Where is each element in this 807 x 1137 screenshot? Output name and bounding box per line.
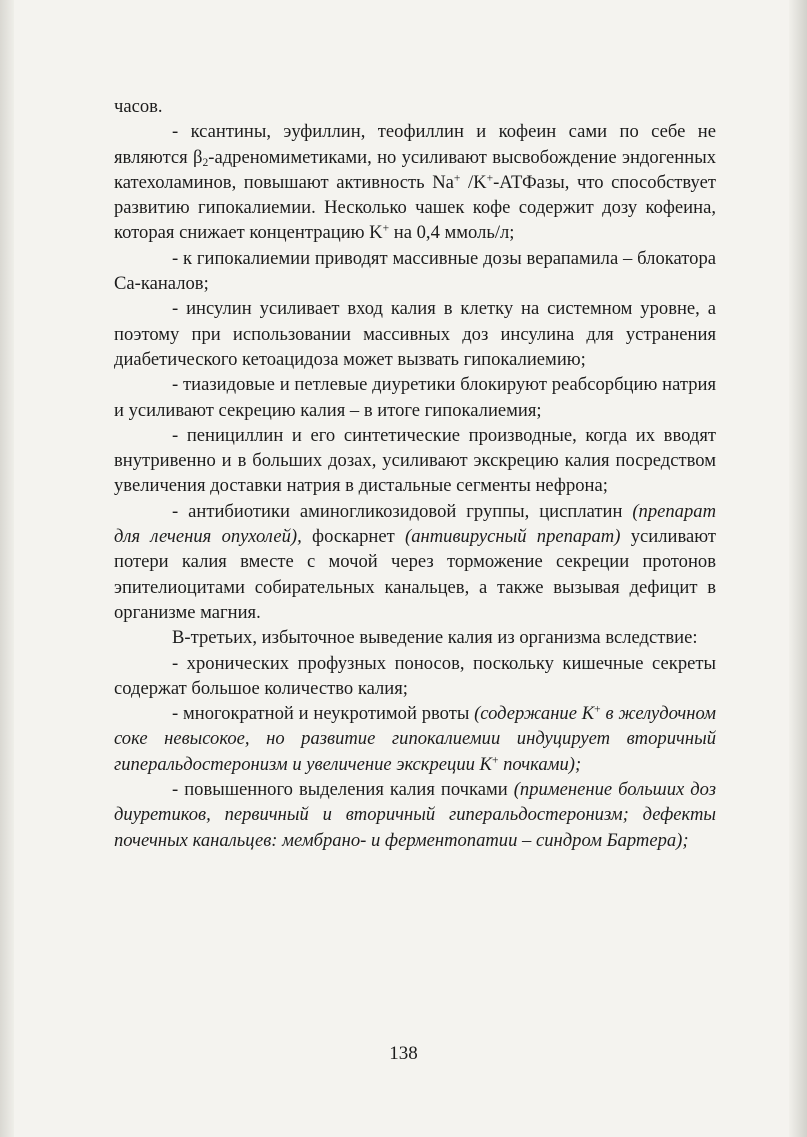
paragraph [114,246,716,297]
subscript: 2 [202,156,209,169]
text-run: фоскарнет [301,526,406,548]
paragraph [114,423,716,499]
text-run: /K [460,171,487,193]
paragraph [114,499,716,625]
italic-text: (содержание K [474,703,595,725]
paragraph [114,119,716,245]
italic-text: (применение больших доз диуретиков, первичный и вторичный гиперальдостеронизм; дефекты почечных канальцев: мембрано- и ферментопатии – синдром Бартера); [114,779,716,851]
text-run: -адреномиметиками, но усиливают высвобождение эндогенных катехоламинов, повышают активность Na [114,146,716,193]
text-run: - многократной и неукротимой рвоты [172,703,475,725]
paragraph [114,777,716,853]
text-run: часов. [114,96,163,117]
text-run: на 0,4 ммоль/л; [389,222,515,244]
page-edge-right [789,0,807,1137]
text-run: - инсулин усиливает вход калия в клетку на системном уровне, а поэтому при использовании массивных доз инсулина для устранения диабетического кетоацидоза может вызвать гипокалиемию; [114,298,716,370]
text-run: В-третьих, избыточное выведение калия из организма вследствие: [172,627,698,649]
paragraph [114,296,716,372]
text-run: - ксантины, эуфиллин, теофиллин и кофеин сами по себе не являются β [114,121,716,168]
italic-text: в желудочном соке невысокое, но развитие гипокалиемии индуцирует вторичный гиперальдостеронизм и увеличение экскреции K [114,703,716,775]
text-run: - антибиотики аминогликозидовой группы, цисплатин [172,500,633,522]
text-run: - к гипокалиемии приводят массивные дозы верапамила – блокатора Са-каналов; [114,247,716,295]
superscript: + [382,223,390,236]
text-run: усиливают потери калия вместе с мочой через торможение секреции протонов эпителиоцитами собирательных канальцев, а также вызывая дефицит в организме магния. [114,526,717,623]
page-number: 138 [389,1043,418,1064]
italic-text: почками); [498,753,582,775]
paragraph [114,94,716,119]
superscript: + [486,172,494,185]
text-run: - хронических профузных поносов, поскольку кишечные секреты содержат большое количество калия; [114,652,716,699]
paragraph [114,625,716,650]
italic-text: (препарат для лечения опухолей), [114,500,716,548]
superscript: + [594,703,601,716]
page-edge-left [0,0,14,1137]
text-run: -АТФазы, что способствует развитию гипокалиемии. Несколько чашек кофе содержит дозу кофеина, которая снижает концентрацию K [114,171,716,244]
text-run: - пенициллин и его синтетические производные, когда их вводят внутривенно и в больших дозах, усиливают экскрецию калия посредством увеличения доставки натрия в дистальные сегменты нефрона; [114,424,716,497]
body-text [114,94,716,853]
text-run: - повышенного выделения калия почками [172,779,514,801]
paragraph [114,372,716,423]
italic-text: (антивирусный препарат) [405,526,621,548]
text-run: - тиазидовые и петлевые диуретики блокируют реабсорбцию натрия и усиливают секрецию калия – в итоге гипокалиемия; [114,374,716,421]
paragraph [114,651,716,702]
paragraph [114,701,716,777]
superscript: + [453,172,461,185]
superscript: + [491,754,499,767]
